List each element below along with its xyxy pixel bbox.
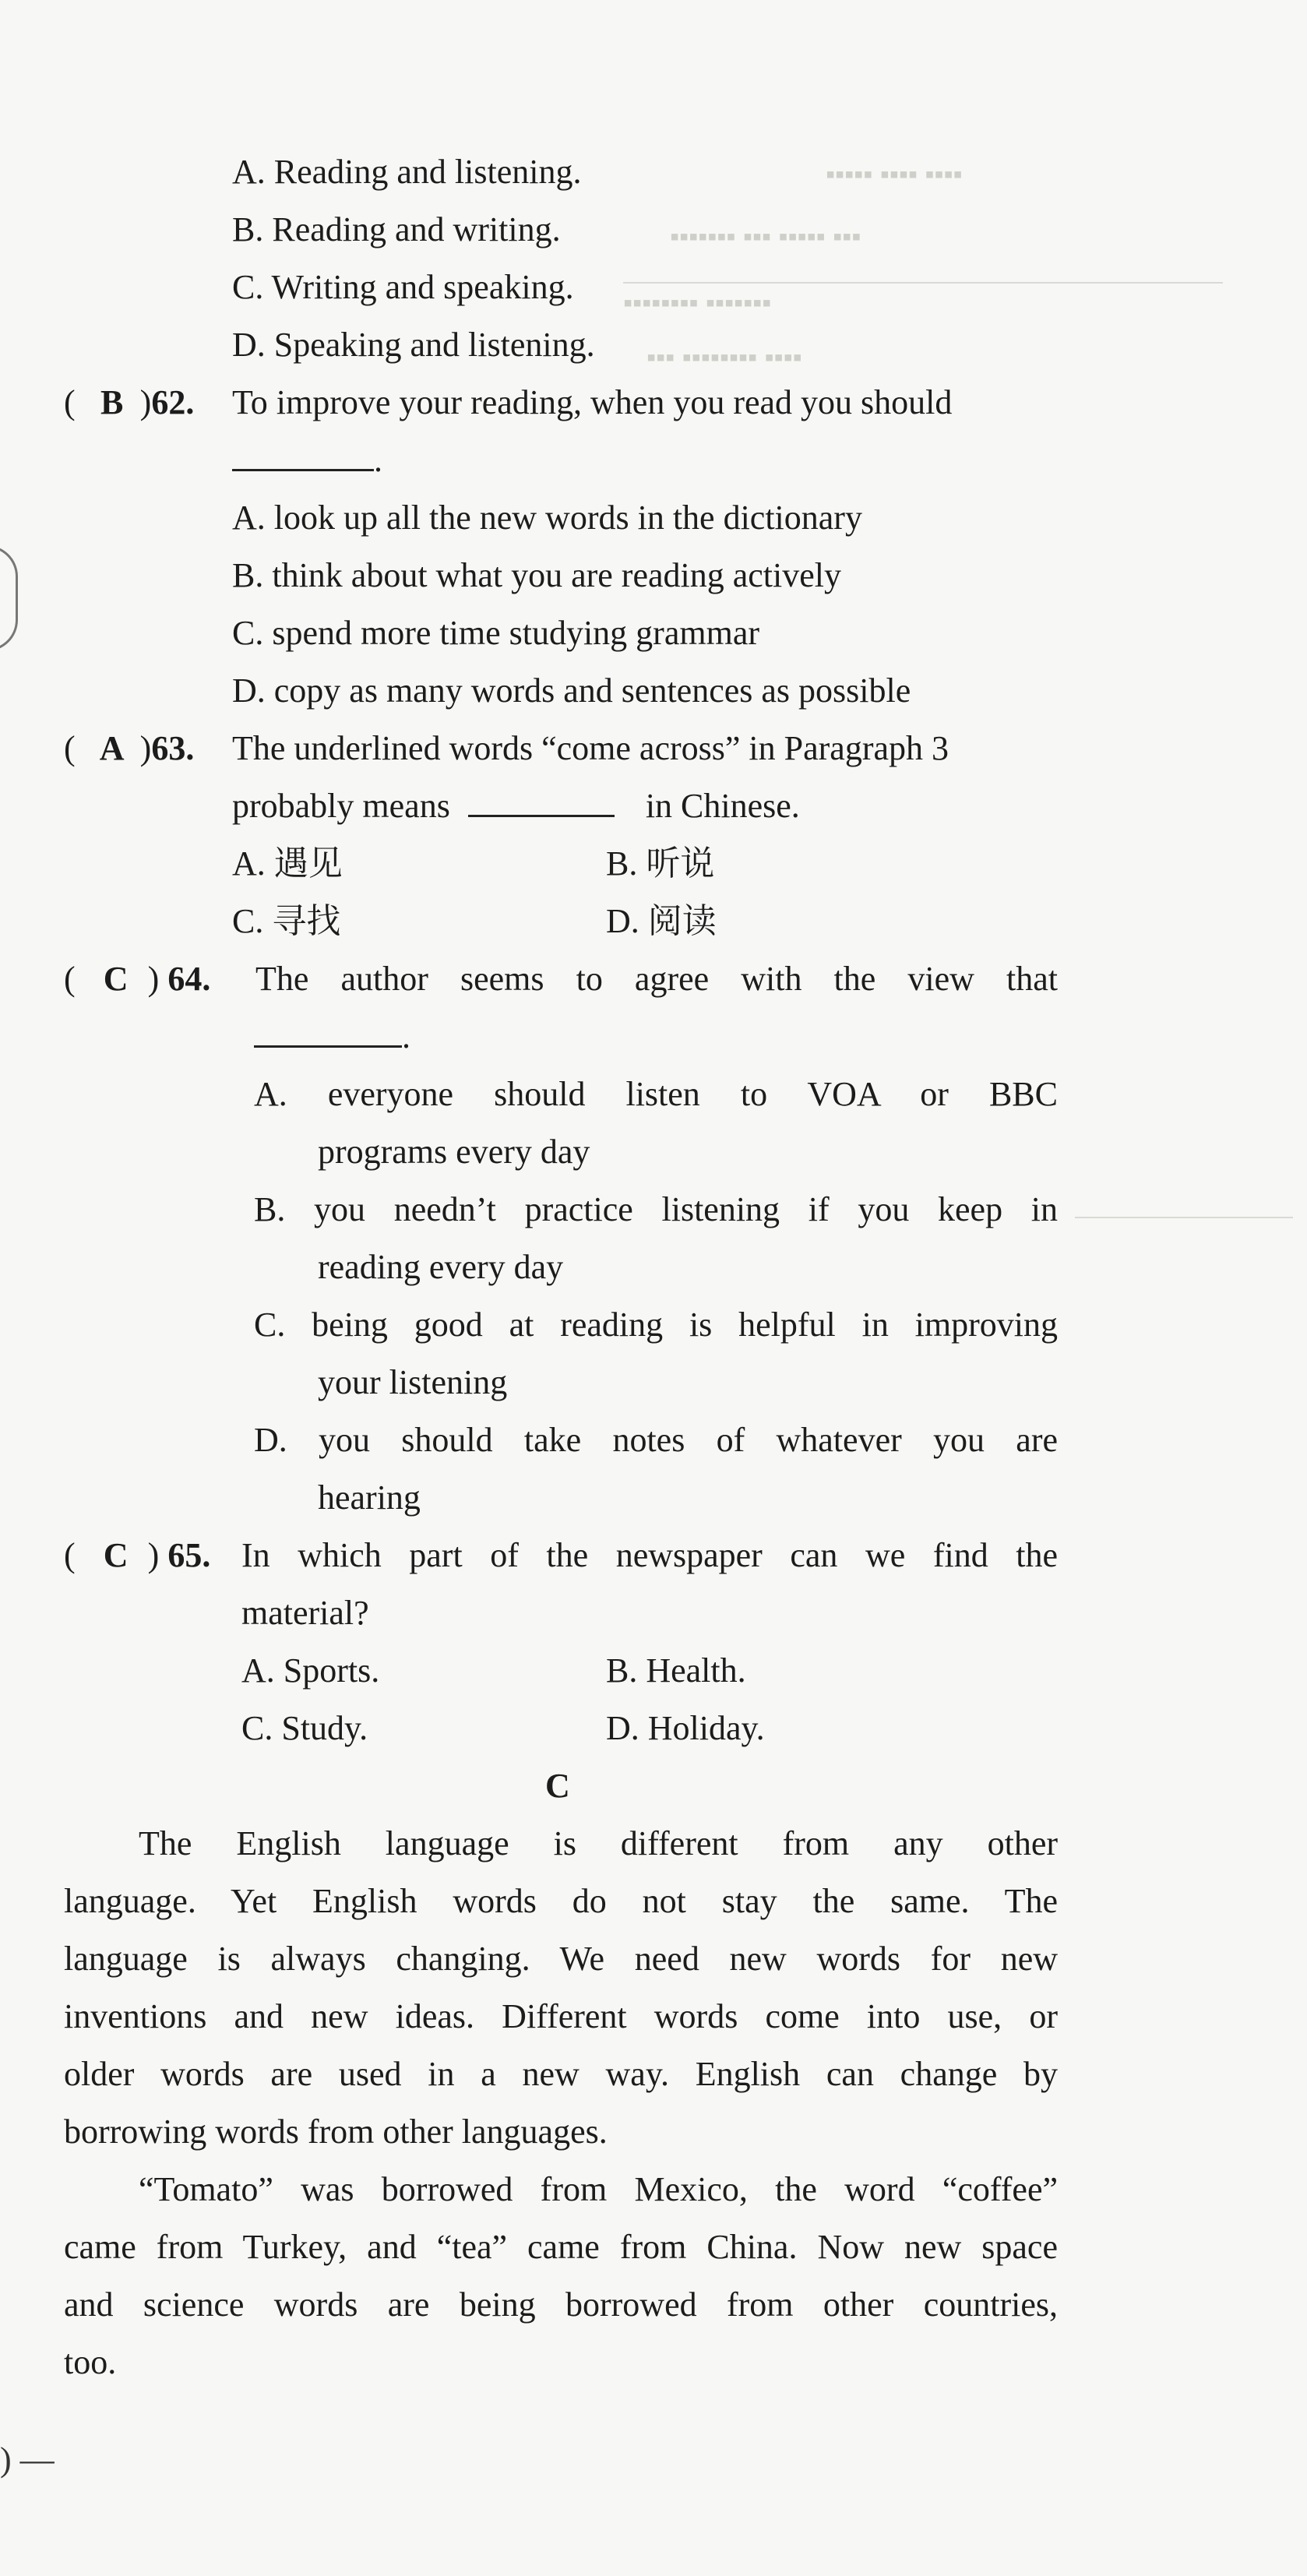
q64-option-b-line2: reading every day: [318, 1248, 564, 1286]
passage-c-para1-line5: older words are used in a new way. English can change by: [64, 2055, 1058, 2093]
q64-option-c-line1: C. being good at reading is helpful in improving: [254, 1306, 1058, 1344]
bleed-through-rule: [623, 282, 1223, 284]
passage-c-para1-line6: borrowing words from other languages.: [64, 2113, 608, 2151]
page-footer-mark: ) —: [0, 2440, 55, 2479]
q62-answer: B: [100, 383, 124, 421]
q65-answer: C: [103, 1536, 129, 1574]
q64-option-a-line2: programs every day: [318, 1133, 590, 1171]
q64-paren-open: (: [64, 960, 76, 998]
q62-option-b: B. think about what you are reading actively: [232, 556, 841, 594]
q64-option-d-line2: hearing: [318, 1478, 421, 1517]
q63-option-a: A. 遇见: [232, 844, 343, 883]
q65-stem-line1: In which part of the newspaper can we find the: [241, 1536, 1058, 1574]
q63-stem-line1: The underlined words “come across” in Paragraph 3: [232, 729, 949, 767]
q65-paren-open: (: [64, 1536, 76, 1574]
q65-option-c: C. Study.: [241, 1709, 368, 1747]
bleed-through-text: ▪▪▪▪▪ ▪▪▪▪ ▪▪▪▪: [826, 160, 963, 189]
q61-option-b: B. Reading and writing.: [232, 210, 561, 248]
q64-stem-end: .: [402, 1017, 410, 1055]
passage-c-para1-line4: inventions and new ideas. Different words come into use, or: [64, 1997, 1058, 2035]
q65-stem-line2: material?: [241, 1594, 369, 1632]
q62-option-c: C. spend more time studying grammar: [232, 614, 759, 652]
q62-stem: To improve your reading, when you read you should: [232, 383, 953, 421]
q63-number: 63.: [151, 729, 195, 767]
q64-option-b-line1: B. you needn’t practice listening if you keep in: [254, 1190, 1058, 1228]
margin-bracket-mark: [0, 545, 18, 651]
q65-number: 65.: [167, 1536, 211, 1574]
section-c-heading: C: [545, 1767, 570, 1805]
q61-option-a: A. Reading and listening.: [232, 153, 582, 191]
q63-option-c: C. 寻找: [232, 902, 341, 940]
q65-marker: [64, 1536, 210, 1576]
q64-stem: The author seems to agree with the view that: [255, 960, 1058, 998]
q62-blank: [232, 441, 374, 471]
q63-option-d: D. 阅读: [606, 902, 717, 940]
passage-c-para1-line3: language is always changing. We need new words for new: [64, 1940, 1058, 1978]
q64-option-c-line2: your listening: [318, 1363, 508, 1401]
passage-c-para1-line1: The English language is different from any other: [139, 1824, 1058, 1862]
q63-option-b: B. 听说: [606, 844, 715, 883]
passage-c-para1-line2: language. Yet English words do not stay the same. The: [64, 1882, 1058, 1920]
q63-blank: [468, 787, 615, 817]
passage-c-para2-line3: and science words are being borrowed from other countries,: [64, 2285, 1058, 2324]
q64-option-a-line1: A. everyone should listen to VOA or BBC: [254, 1075, 1058, 1113]
q64-blank: [254, 1017, 402, 1048]
passage-c-para2-line4: too.: [64, 2343, 117, 2381]
bleed-through-text: ▪▪▪▪▪▪▪ ▪▪▪ ▪▪▪▪▪ ▪▪▪: [670, 222, 861, 252]
q65-option-a: A. Sports.: [241, 1651, 380, 1690]
bleed-through-text: ▪▪▪▪▪▪▪▪ ▪▪▪▪▪▪▪: [623, 288, 772, 318]
bleed-through-text: ▪▪▪ ▪▪▪▪▪▪▪▪ ▪▪▪▪: [646, 343, 802, 372]
q64-answer: C: [103, 960, 129, 998]
q63-stem-text-a: probably means: [232, 787, 450, 825]
q64-paren-close: ): [147, 960, 160, 998]
q63-answer: A: [99, 729, 125, 767]
q62-answer-line: [232, 441, 382, 481]
q64-answer-line: [254, 1017, 410, 1057]
q62-stem-end: .: [374, 441, 382, 479]
q62-marker: [64, 383, 194, 423]
q61-option-d: D. Speaking and listening.: [232, 326, 595, 364]
q63-stem-line2: [232, 787, 800, 826]
q65-option-d: D. Holiday.: [606, 1709, 765, 1747]
q62-paren-open: (: [64, 383, 76, 421]
q63-paren-open: (: [64, 729, 76, 767]
passage-c-para2-line2: came from Turkey, and “tea” came from China. Now new space: [64, 2228, 1058, 2266]
q64-option-d-line1: D. you should take notes of whatever you are: [254, 1421, 1058, 1459]
q65-paren-close: ): [147, 1536, 160, 1574]
q62-option-a: A. look up all the new words in the dictionary: [232, 499, 862, 537]
passage-c-para2-line1: “Tomato” was borrowed from Mexico, the word “coffee”: [139, 2170, 1058, 2208]
q61-option-c: C. Writing and speaking.: [232, 268, 574, 306]
q62-paren-close: ): [139, 383, 152, 421]
q63-marker: [64, 729, 194, 769]
q63-paren-close: ): [139, 729, 152, 767]
q64-marker: [64, 960, 210, 999]
q65-option-b: B. Health.: [606, 1651, 746, 1690]
q62-option-d: D. copy as many words and sentences as possible: [232, 671, 911, 710]
q62-number: 62.: [151, 383, 195, 421]
q64-number: 64.: [167, 960, 211, 998]
bleed-through-rule: [1075, 1217, 1293, 1218]
q63-stem-text-b: in Chinese.: [645, 787, 800, 825]
